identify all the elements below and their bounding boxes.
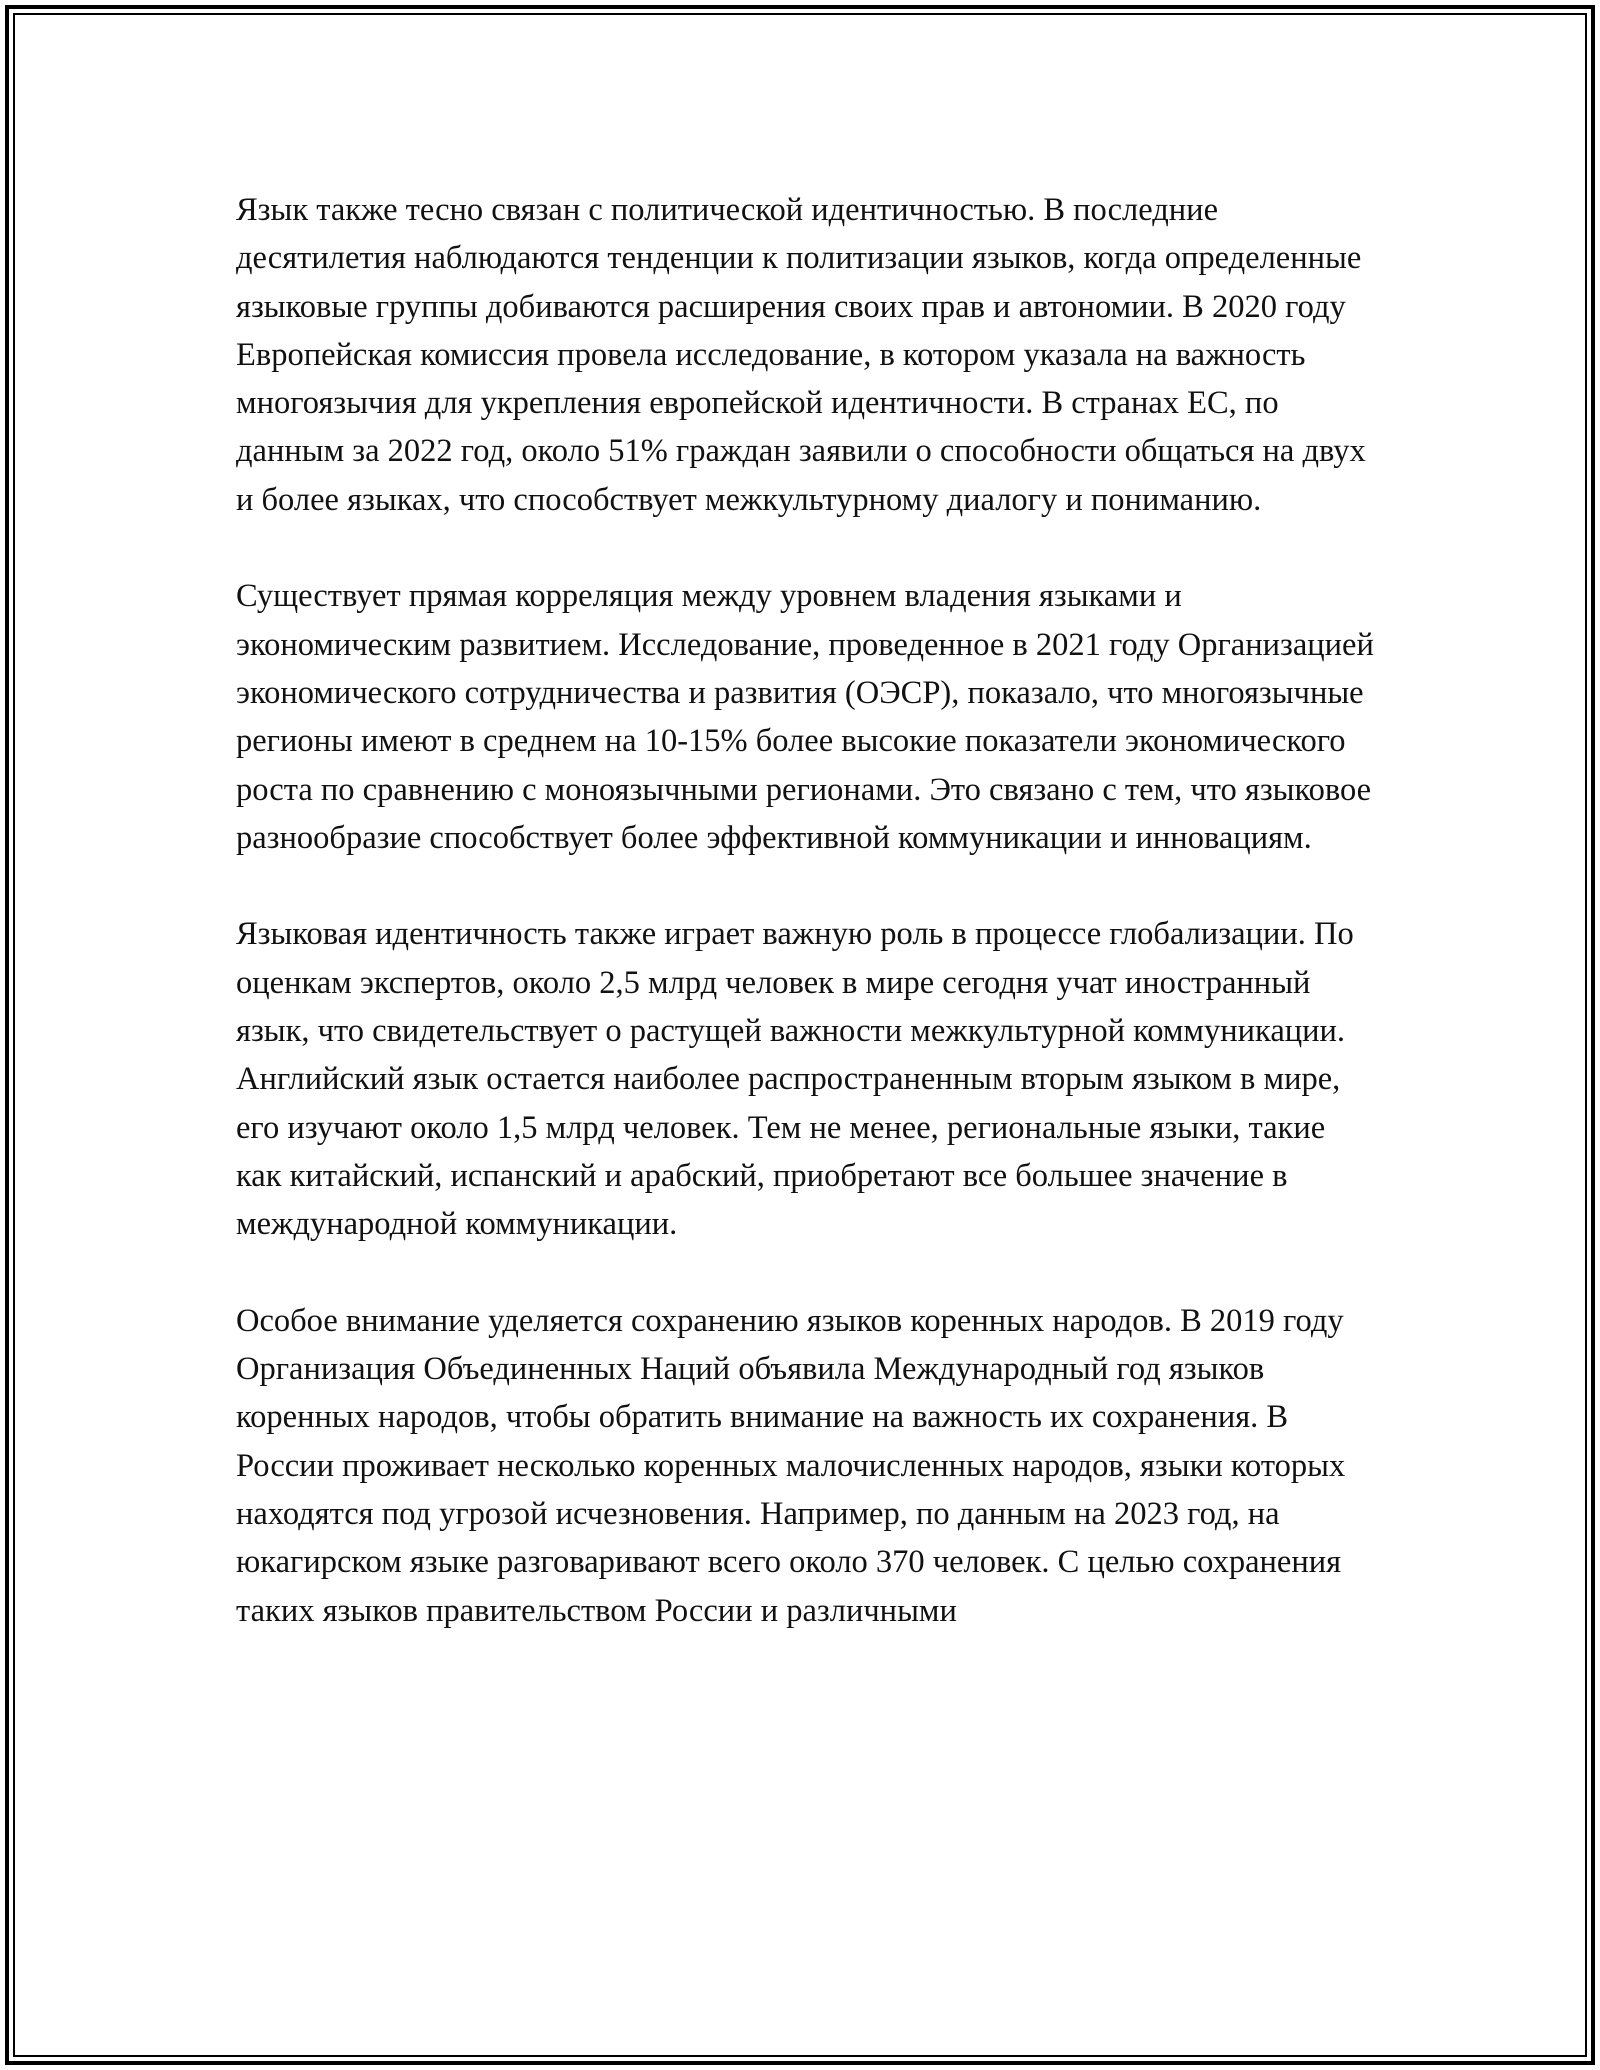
document-body xyxy=(236,186,1376,1635)
paragraph-indigenous-languages: Особое внимание уделяется сохранению языков коренных народов. В 2019 году Организация Объединенных Наций объявила Международный год языков коренных народов, чтобы обратить внимание на важность их сохранения. В России проживает несколько коренных малочисленных народов, языки которых находятся под угрозой исчезновения. Например, по данным на 2023 год, на юкагирском языке разговаривают всего около 370 человек. С целью сохранения таких языков правительством России и различными xyxy=(236,1302,1346,1629)
paragraph-economic-correlation: Существует прямая корреляция между уровнем владения языками и экономическим развитием. Исследование, проведенное в 2021 году Организацией экономического сотрудничества и развития (ОЭСР), показало, что многоязычные регионы имеют в среднем на 10-15% более высокие показатели экономического роста по сравнению с моноязычными регионами. Это связано с тем, что языковое разнообразие способствует более эффективной коммуникации и инновациям. xyxy=(236,578,1374,856)
paragraph-political-identity: Язык также тесно связан с политической идентичностью. В последние десятилетия наблюдаются тенденции к политизации языков, когда определенные языковые группы добиваются расширения своих прав и автономии. В 2020 году Европейская комиссия провела исследование, в котором указала на важность многоязычия для укрепления европейской идентичности. В странах ЕС, по данным за 2022 год, около 51% граждан заявили о способности общаться на двух и более языках, что способствует межкультурному диалогу и пониманию. xyxy=(236,192,1366,518)
paragraph-globalization: Языковая идентичность также играет важную роль в процессе глобализации. По оценкам экспертов, около 2,5 млрд человек в мире сегодня учат иностранный язык, что свидетельствует о растущей важности межкультурной коммуникации. Английский язык остается наиболее распространенным вторым языком в мире, его изучают около 1,5 млрд человек. Тем не менее, региональные языки, такие как китайский, испанский и арабский, приобретают все большее значение в международной коммуникации. xyxy=(236,916,1354,1243)
